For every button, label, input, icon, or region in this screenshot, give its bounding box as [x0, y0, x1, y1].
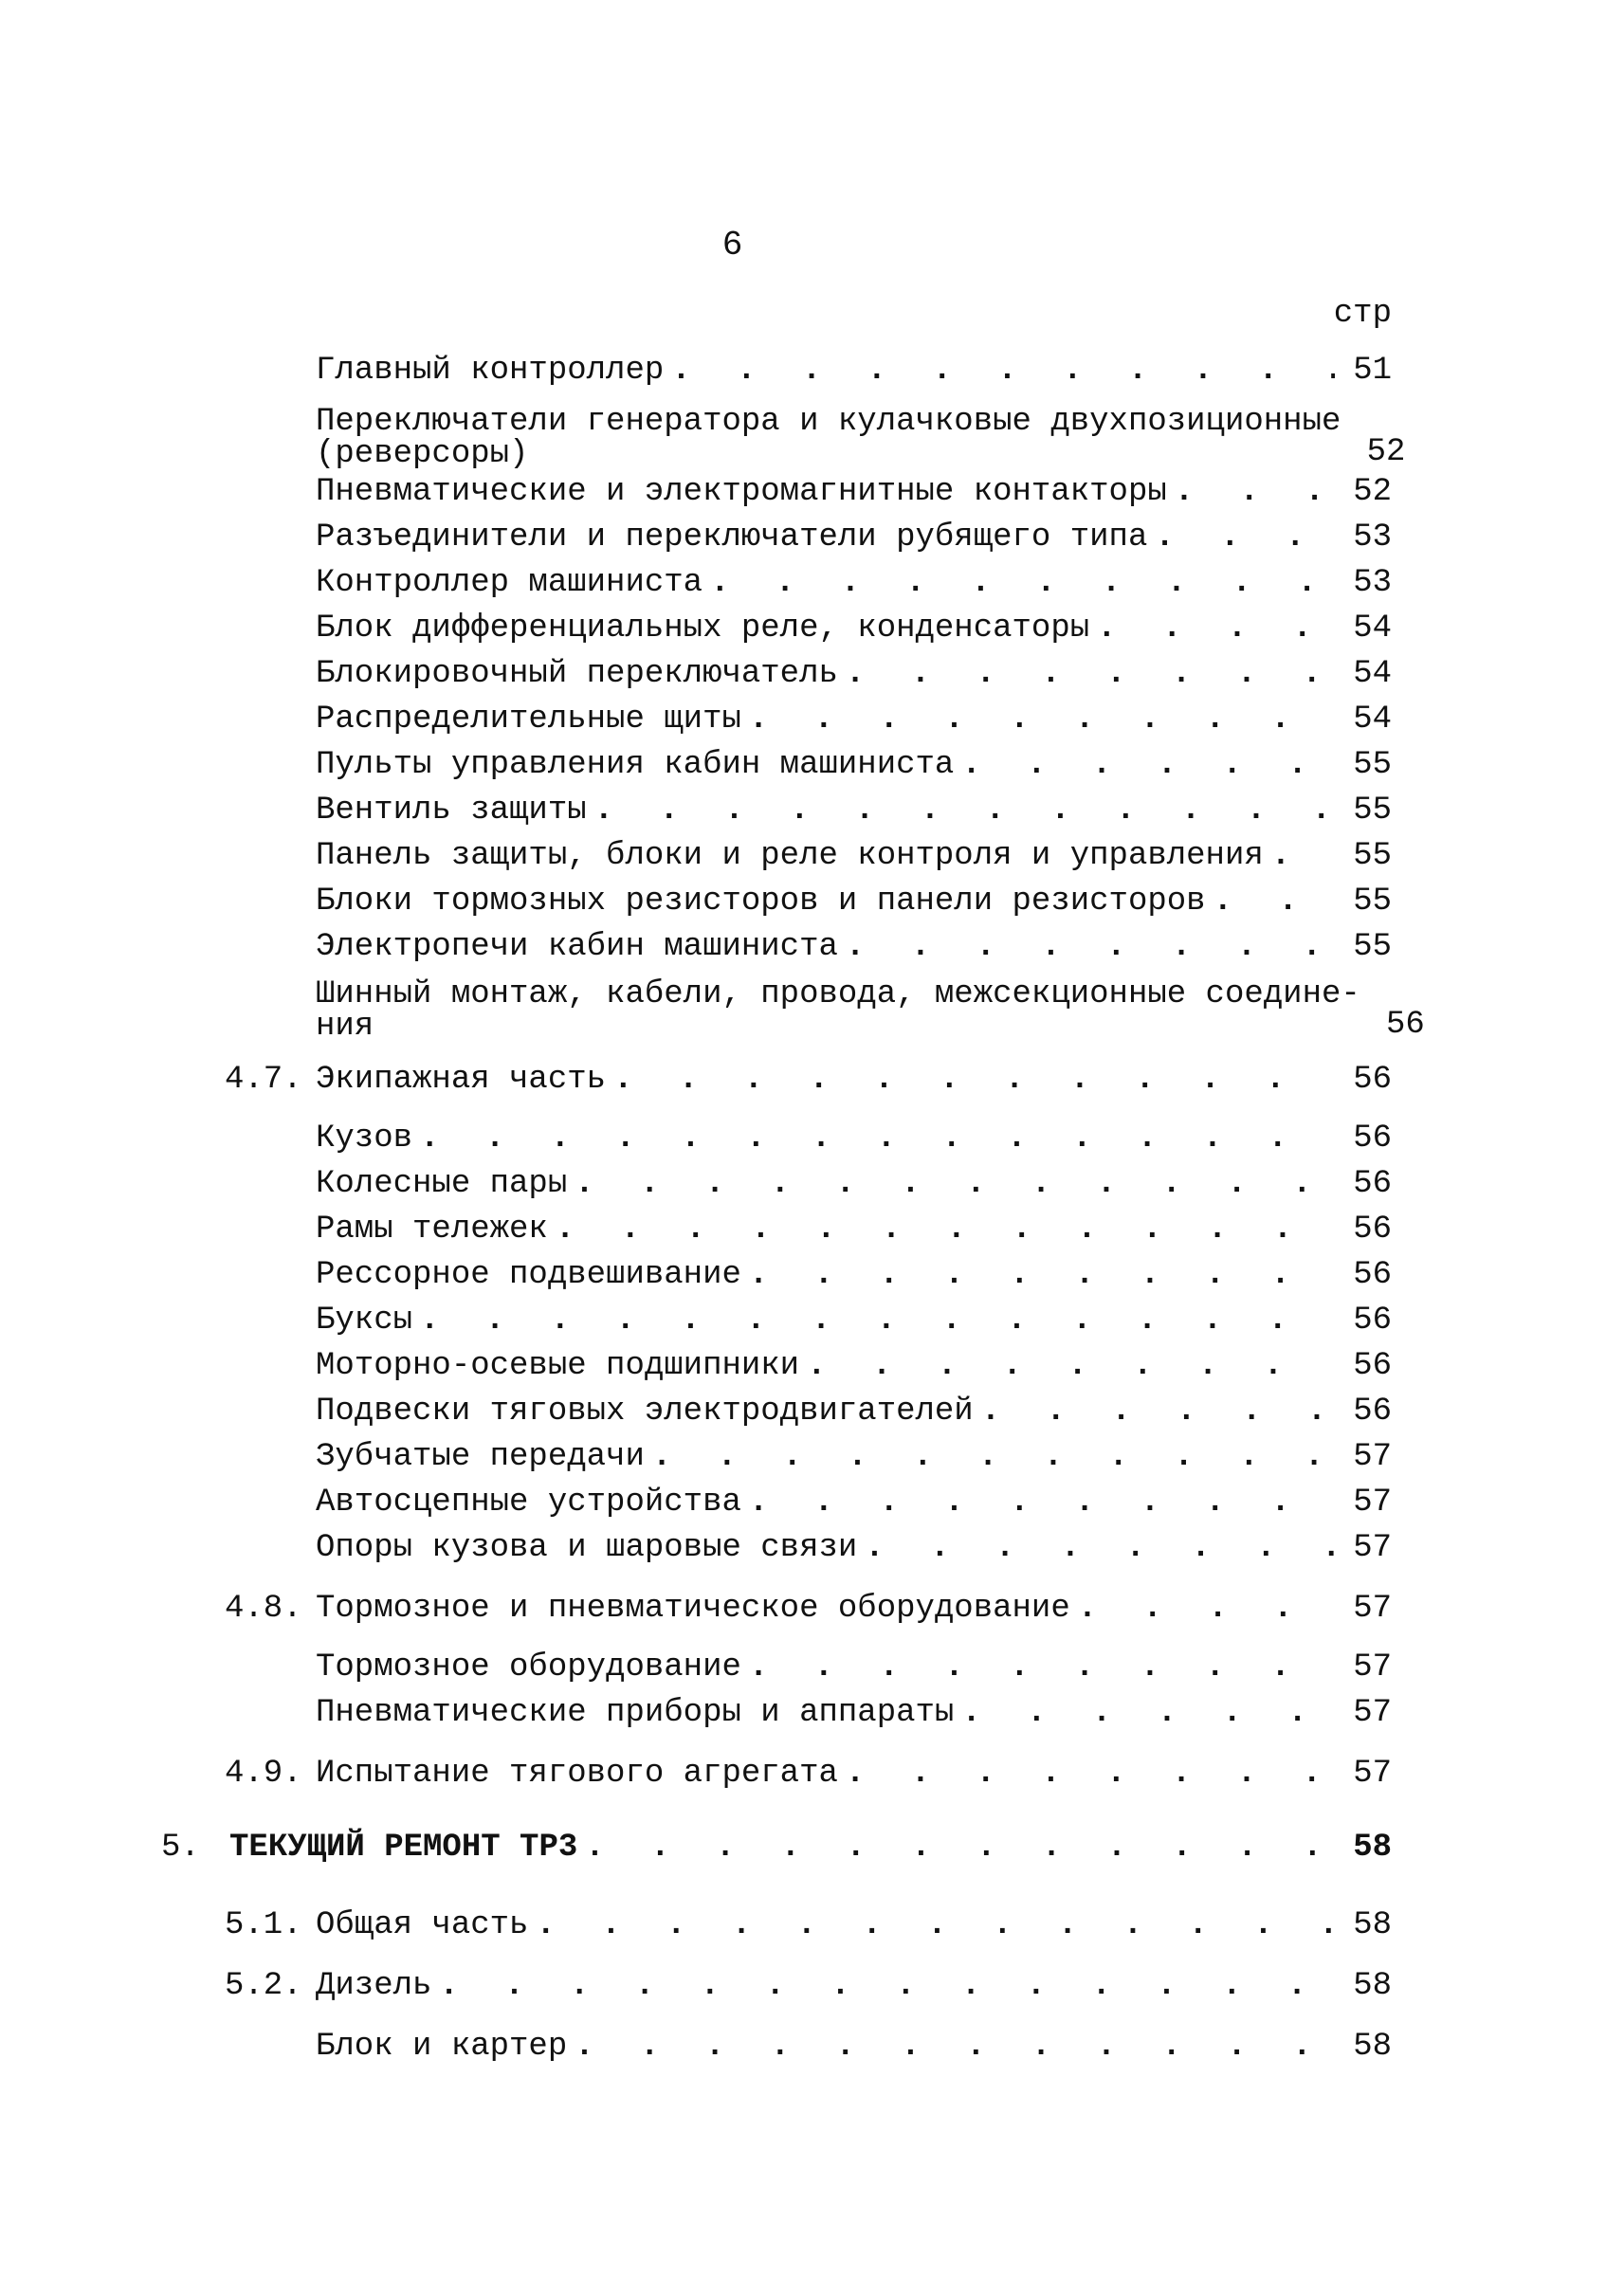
- toc-section[interactable]: [225, 1591, 1392, 1627]
- toc-entry[interactable]: [316, 1303, 1392, 1339]
- toc-entry-page: 54: [1353, 610, 1392, 647]
- leader-dots: [846, 656, 1335, 692]
- leader-dots: [749, 1257, 1335, 1293]
- leader-dots: [594, 793, 1335, 829]
- toc-entry-title: Блок и картер: [316, 2029, 568, 2065]
- toc-entry-page: 56: [1353, 1062, 1392, 1098]
- leader-dots: [1175, 474, 1335, 510]
- section-number: 5.2.: [225, 1968, 302, 2004]
- leader-dots: [1213, 884, 1335, 920]
- leader-dots: [846, 1756, 1335, 1792]
- toc-entry[interactable]: [316, 656, 1392, 692]
- toc-entry-title-line: ния: [316, 1009, 374, 1045]
- leader-dots: [749, 702, 1335, 738]
- toc-entry-title: Зубчатые передачи: [316, 1439, 645, 1475]
- toc-entry[interactable]: [316, 1695, 1392, 1731]
- leader-dots: [1271, 838, 1335, 874]
- toc-entry-title: Опоры кузова и шаровые связи: [316, 1530, 858, 1566]
- toc-entry[interactable]: [316, 838, 1392, 874]
- toc-entry-page: 57: [1353, 1530, 1392, 1566]
- toc-entry[interactable]: [316, 1121, 1392, 1157]
- toc-entry-page: 57: [1353, 1756, 1392, 1792]
- toc-entry-title: Автосцепные устройства: [316, 1485, 741, 1521]
- leader-dots: [710, 565, 1335, 601]
- toc-entry[interactable]: [316, 398, 1406, 472]
- section-number: 4.7.: [225, 1062, 302, 1098]
- leader-dots: [961, 1695, 1335, 1731]
- toc-entry-page: 51: [1353, 353, 1392, 389]
- toc-entry-title: Рессорное подвешивание: [316, 1257, 741, 1293]
- leader-dots: [749, 1649, 1335, 1686]
- page-number: 6: [721, 226, 743, 264]
- toc-entry[interactable]: [316, 793, 1392, 829]
- toc-entry[interactable]: [316, 1485, 1392, 1521]
- section-number: 5.1.: [225, 1907, 302, 1943]
- toc-entry-page: 55: [1353, 747, 1392, 783]
- leader-dots: [585, 1830, 1335, 1866]
- toc-entry-title: Экипажная часть: [316, 1062, 607, 1098]
- leader-dots: [1155, 519, 1335, 556]
- toc-entry[interactable]: [316, 474, 1392, 510]
- toc-section[interactable]: [225, 1756, 1392, 1792]
- leader-dots: [671, 353, 1335, 389]
- toc-entry-page: 55: [1353, 838, 1392, 874]
- toc-entry-page: 57: [1353, 1695, 1392, 1731]
- toc-entry-title: Колесные пары: [316, 1166, 568, 1202]
- toc-entry-page: 53: [1353, 565, 1392, 601]
- toc-entry-page: 56: [1353, 1121, 1392, 1157]
- toc-entry-title: Кузов: [316, 1121, 413, 1157]
- toc-entry-page: 56: [1353, 1394, 1392, 1430]
- toc-entry[interactable]: [316, 884, 1392, 920]
- toc-entry-page: 54: [1353, 656, 1392, 692]
- leader-dots: [652, 1439, 1335, 1475]
- leader-dots: [807, 1348, 1335, 1384]
- leader-dots: [575, 1166, 1335, 1202]
- toc-entry-page: 58: [1353, 2029, 1392, 2065]
- toc-section[interactable]: [225, 1968, 1392, 2004]
- toc-entry-page: 58: [1353, 1907, 1392, 1943]
- leader-dots: [536, 1907, 1335, 1943]
- toc-entry-title-line: Переключатели генератора и кулачковые двухпозиционные: [316, 404, 1341, 440]
- toc-entry-page: 58: [1353, 1968, 1392, 2004]
- toc-entry-page: 54: [1353, 702, 1392, 738]
- toc-entry-title: [316, 978, 1368, 1043]
- toc-entry-title: Рамы тележек: [316, 1212, 548, 1248]
- toc-entry[interactable]: [316, 747, 1392, 783]
- leader-dots: [420, 1121, 1335, 1157]
- toc-entry-page: 57: [1353, 1439, 1392, 1475]
- toc-entry-title: Электропечи кабин машиниста: [316, 929, 838, 965]
- toc-entry-title: Блоки тормозных резисторов и панели резисторов: [316, 884, 1206, 920]
- toc-entry-title: Распределительные щиты: [316, 702, 741, 738]
- toc-entry-page: 52: [1366, 434, 1406, 470]
- toc-entry[interactable]: [316, 1530, 1392, 1566]
- toc-entry[interactable]: [316, 1649, 1392, 1686]
- toc-entry[interactable]: [316, 2029, 1392, 2065]
- toc-entry-page: 56: [1353, 1348, 1392, 1384]
- page-column-header: стр: [1333, 296, 1392, 332]
- section-number: 4.9.: [225, 1756, 302, 1792]
- toc-entry-title: Блокировочный переключатель: [316, 656, 838, 692]
- leader-dots: [865, 1530, 1335, 1566]
- toc-entry-page: 57: [1353, 1485, 1392, 1521]
- toc-section[interactable]: [225, 1062, 1392, 1098]
- toc-entry-page: 53: [1353, 519, 1392, 556]
- toc-entry-title: Вентиль защиты: [316, 793, 587, 829]
- toc-entry-title: Тормозное и пневматическое оборудование: [316, 1591, 1070, 1627]
- toc-entry-page: 56: [1353, 1212, 1392, 1248]
- toc-entry-title: Разъединители и переключатели рубящего типа: [316, 519, 1148, 556]
- toc-entry-title: Пневматические и электромагнитные контакторы: [316, 474, 1167, 510]
- toc-entry-title: Главный контроллер: [316, 353, 665, 389]
- toc-entry[interactable]: [316, 1439, 1392, 1475]
- toc-entry-page: 56: [1353, 1303, 1392, 1339]
- toc-entry-title: Моторно-осевые подшипники: [316, 1348, 800, 1384]
- section-number: 4.8.: [225, 1591, 302, 1627]
- toc-entry[interactable]: [316, 929, 1392, 965]
- toc-entry-page: 57: [1353, 1649, 1392, 1686]
- toc-section[interactable]: [225, 1907, 1392, 1943]
- chapter-number: 5.: [161, 1830, 200, 1866]
- toc-entry[interactable]: [316, 519, 1392, 556]
- toc-entry-page: 55: [1353, 793, 1392, 829]
- toc-entry-page: 52: [1353, 474, 1392, 510]
- toc-entry[interactable]: [316, 1348, 1392, 1384]
- toc-entry-title: Тормозное оборудование: [316, 1649, 741, 1686]
- toc-entry-title: Подвески тяговых электродвигателей: [316, 1394, 974, 1430]
- leader-dots: [575, 2029, 1335, 2065]
- toc-entry[interactable]: [316, 1166, 1392, 1202]
- toc-entry-page: 55: [1353, 929, 1392, 965]
- toc-entry-title: Блок дифференциальных реле, конденсаторы: [316, 610, 1090, 647]
- toc-entry-title: Испытание тягового агрегата: [316, 1756, 838, 1792]
- toc-entry-title: Контроллер машиниста: [316, 565, 703, 601]
- toc-entry[interactable]: [316, 1257, 1392, 1293]
- leader-dots: [981, 1394, 1335, 1430]
- toc-entry-page: 56: [1385, 1007, 1425, 1043]
- leader-dots: [1078, 1591, 1335, 1627]
- toc-entry[interactable]: [316, 971, 1425, 1045]
- toc-entry-title: Общая часть: [316, 1907, 529, 1943]
- toc-entry-title: Буксы: [316, 1303, 413, 1339]
- toc-entry-page: 57: [1353, 1591, 1392, 1627]
- toc-entry-title: Панель защиты, блоки и реле контроля и управления: [316, 838, 1264, 874]
- toc-entry[interactable]: [316, 610, 1392, 647]
- leader-dots: [1097, 610, 1335, 647]
- toc-chapter[interactable]: [161, 1830, 1392, 1866]
- leader-dots: [961, 747, 1335, 783]
- toc-entry-page: 55: [1353, 884, 1392, 920]
- toc-entry-title: Пневматические приборы и аппараты: [316, 1695, 955, 1731]
- toc-entry-page: 56: [1353, 1257, 1392, 1293]
- toc-entry-title-line: (реверсоры): [316, 436, 529, 472]
- leader-dots: [613, 1062, 1335, 1098]
- toc-entry-title: ТЕКУЩИЙ РЕМОНТ ТР3: [229, 1830, 578, 1866]
- leader-dots: [556, 1212, 1335, 1248]
- toc-entry[interactable]: [316, 1394, 1392, 1430]
- toc-entry-page: 56: [1353, 1166, 1392, 1202]
- leader-dots: [439, 1968, 1335, 2004]
- toc-entry-title: [316, 406, 1348, 470]
- toc-entry-title: Пульты управления кабин машиниста: [316, 747, 955, 783]
- leader-dots: [420, 1303, 1335, 1339]
- toc-entry[interactable]: [316, 353, 1392, 389]
- toc-entry-page: 58: [1353, 1830, 1392, 1866]
- toc-entry[interactable]: [316, 702, 1392, 738]
- toc-entry-title-line: Шинный монтаж, кабели, провода, межсекционные соедине-: [316, 976, 1360, 1012]
- toc-entry-title: Дизель: [316, 1968, 432, 2004]
- leader-dots: [846, 929, 1335, 965]
- toc-entry[interactable]: [316, 1212, 1392, 1248]
- leader-dots: [749, 1485, 1335, 1521]
- toc-entry[interactable]: [316, 565, 1392, 601]
